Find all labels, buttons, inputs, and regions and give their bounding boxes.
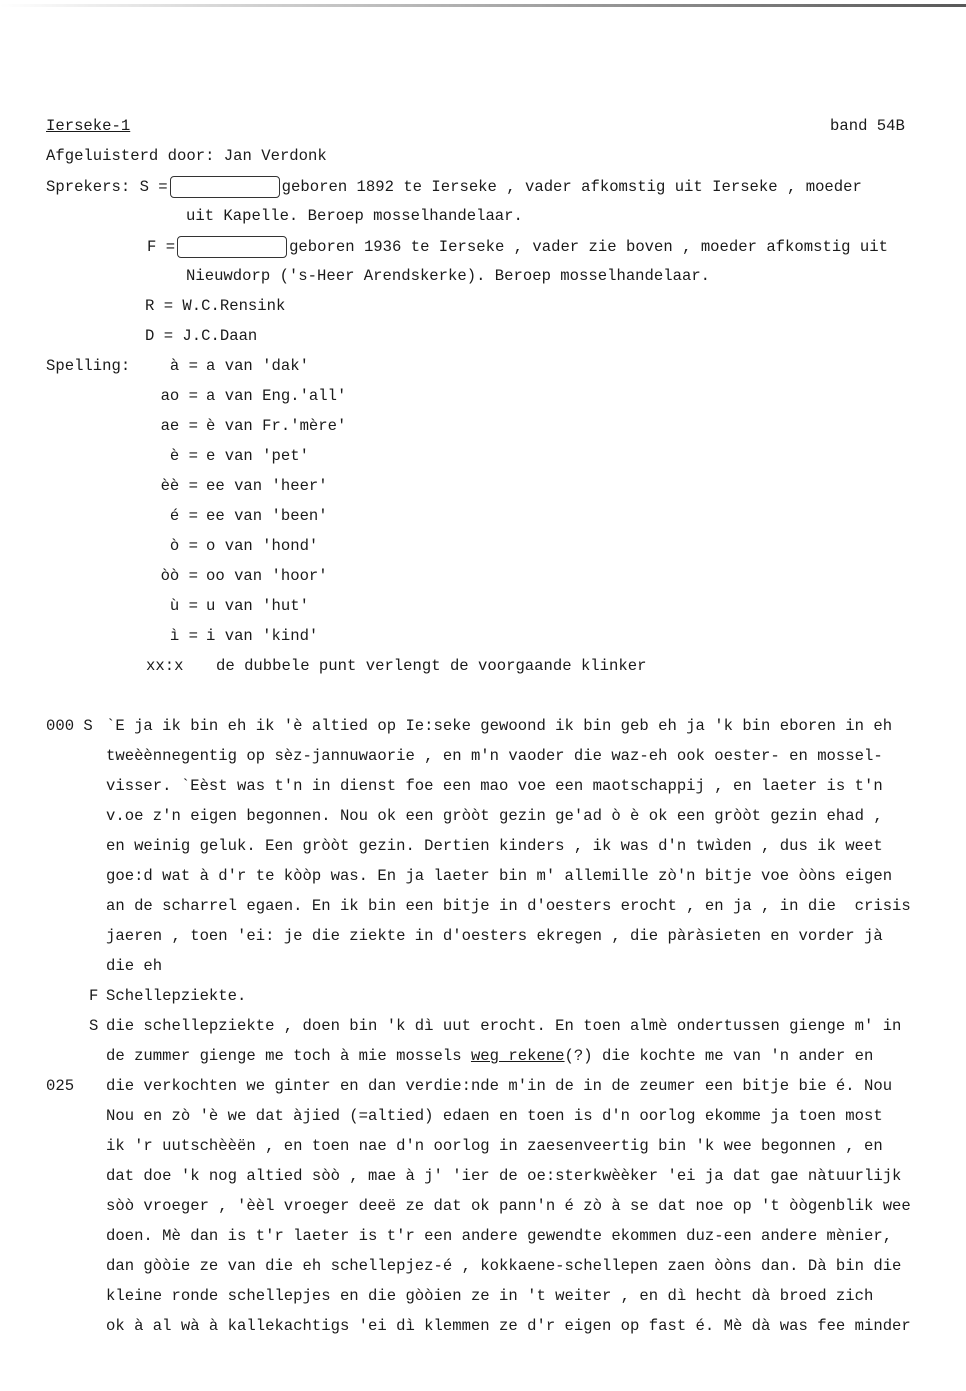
speaker-s-text: geboren 1892 te Ierseke , vader afkomstig uit Ierseke , moeder <box>281 178 862 197</box>
counter-marker: 025 <box>46 1077 75 1095</box>
spelling-value: oo van 'hoor' <box>206 567 328 585</box>
transcript-line: die verkochten we ginter en dan verdie:nde m'in de in de zeumer een bitje bie é. Nou <box>106 1077 893 1095</box>
speaker-marker: S <box>89 1017 99 1035</box>
spelling-key: é = <box>169 507 198 525</box>
transcript-line <box>106 1046 873 1066</box>
redacted-name-box <box>177 236 287 258</box>
speaker-f-line <box>147 236 888 258</box>
document-title: Ierseke-1 <box>46 117 131 135</box>
transcript-line: die eh <box>106 957 163 975</box>
speaker-s-text-cont: uit Kapelle. Beroep mosselhandelaar. <box>186 207 523 225</box>
speaker-r: R = W.C.Rensink <box>145 297 286 315</box>
spelling-note-key: xx:x <box>146 657 184 675</box>
speaker-s-prefix: S = <box>139 178 168 197</box>
transcript-line: Schellepziekte. <box>106 987 247 1005</box>
transcript-line: ok à al wà à kallekachtigs 'ei dì klemmen ze d'r eigen op fast é. Mè dà was fee minder <box>106 1317 911 1335</box>
transcript-text: (?) die kochte me van 'n ander en <box>564 1047 874 1065</box>
speaker-f-text: geboren 1936 te Ierseke , vader zie boven , moeder afkomstig uit <box>289 238 888 257</box>
spelling-key: ù = <box>169 597 198 615</box>
transcript-line: goe:d wat à d'r te kòòp was. En ja laeter bin m' allemille zò'n bitje voe òòns eigen <box>106 867 893 885</box>
spelling-key: ò = <box>169 537 198 555</box>
spelling-value: è van Fr.'mère' <box>206 417 347 435</box>
transcript-line: Nou en zò 'è we dat àjied (=altied) edaen en toen is d'n oorlog ekomme ja toen most <box>106 1107 883 1125</box>
spelling-value: i van 'kind' <box>206 627 319 645</box>
spelling-key: à = <box>169 357 198 375</box>
spelling-value: o van 'hond' <box>206 537 319 555</box>
spelling-key: ae = <box>160 417 198 435</box>
spelling-key: òò = <box>160 567 198 585</box>
spelling-value: ee van 'heer' <box>206 477 328 495</box>
transcript-line: kleine ronde schellepjes en die gòòien ze in 't weiter , en dì hecht dà broed zich <box>106 1287 874 1305</box>
spelling-value: ee van 'been' <box>206 507 328 525</box>
transcript-line: jaeren , toen 'ei: je die ziekte in d'oesters ekregen , die pàràsieten en vorder jà <box>106 927 883 945</box>
redacted-name-box <box>170 176 280 198</box>
transcript-line: an de scharrel egaen. En ik bin een bitje in d'oesters erocht , en ja , in die crisis <box>106 897 911 915</box>
recorded-by: Afgeluisterd door: Jan Verdonk <box>46 147 327 165</box>
band-number: band 54B <box>830 117 905 135</box>
transcript-line: dan gòòie ze van die eh schellepjez-é , kokkaene-schellepen zaen òòns dan. Dà bin die <box>106 1257 902 1275</box>
transcript-line: die schellepziekte , doen bin 'k dì uut erocht. En toen almè ondertussen gienge m' in <box>106 1017 902 1035</box>
speaker-d: D = J.C.Daan <box>145 327 258 345</box>
uncertain-text: weg rekene <box>470 1047 565 1065</box>
transcript-line: dat doe 'k nog altied sòò , mae à j' 'ier de oe:sterkwèèker 'ei ja dat gae nàtuurlijk <box>106 1167 902 1185</box>
spelling-key: ì = <box>169 627 198 645</box>
spelling-label: Spelling: <box>46 357 131 375</box>
transcript-line: ik 'r uutschèèën , en toen nae d'n oorlog in zaesenveertig bin 'k wee begonnen , en <box>106 1137 883 1155</box>
transcript-line: tweèènnegentig op sèz-jannuwaorie , en m'n vaoder die waz-eh ook oester- en mossel- <box>106 747 883 765</box>
transcript-line: en weinig geluk. Een gròòt gezin. Dertien kinders , ik was d'n twìden , dus ik weet <box>106 837 883 855</box>
spelling-key: è = <box>169 447 198 465</box>
spelling-value: e van 'pet' <box>206 447 309 465</box>
spelling-key: èè = <box>160 477 198 495</box>
speaker-s-line <box>46 176 862 198</box>
speaker-f-prefix: F = <box>147 238 176 257</box>
transcript-line: visser. `Eèst was t'n in dienst foe een mao voe een maotschappij , en laeter is t'n <box>106 777 883 795</box>
counter-marker: 000 S <box>46 717 93 735</box>
spelling-value: u van 'hut' <box>206 597 309 615</box>
speakers-label: Sprekers: <box>46 178 131 197</box>
spelling-key: ao = <box>160 387 198 405</box>
transcript-line: v.oe z'n eigen begonnen. Nou ok een gròòt gezin ge'ad ò è ok een gròòt gezin ehad , <box>106 807 883 825</box>
transcript-line: doen. Mè dan is t'r laeter is t'r een andere gewendte ekommen duz-een andere mènier, <box>106 1227 893 1245</box>
scan-edge-line <box>0 4 966 7</box>
spelling-value: a van Eng.'all' <box>206 387 347 405</box>
transcript-text: de zummer gienge me toch à mie mossels <box>106 1047 471 1065</box>
speaker-f-text-cont: Nieuwdorp ('s-Heer Arendskerke). Beroep mosselhandelaar. <box>186 267 711 285</box>
transcript-line: `E ja ik bin eh ik 'è altied op Ie:seke gewoond ik bin geb eh ja 'k bin eboren in eh <box>106 717 893 735</box>
transcript-line: sòò vroeger , 'èèl vroeger deeë ze dat ok pann'n é zò à se dat noe op 't òògenblik wee <box>106 1197 911 1215</box>
spelling-note: de dubbele punt verlengt de voorgaande klinker <box>216 657 647 675</box>
speaker-marker: F <box>89 987 99 1005</box>
spelling-value: a van 'dak' <box>206 357 309 375</box>
